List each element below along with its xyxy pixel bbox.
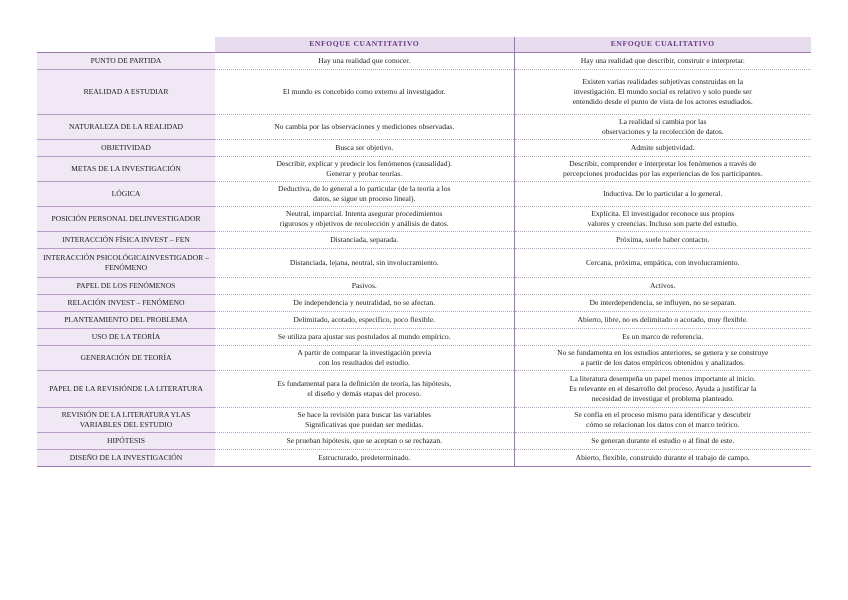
cell-line: RELACIÓN INVEST – FENÓMENO	[67, 297, 185, 307]
cualitativo-cell	[514, 249, 811, 278]
cuantitativo-cell	[215, 140, 514, 157]
cuantitativo-cell	[215, 182, 514, 207]
cell-line: INVESTIGADOR – FENÓMENO	[104, 252, 209, 272]
cuantitativo-cell	[215, 115, 514, 140]
table-row	[37, 53, 811, 70]
cell-line: REALIDAD A ESTUDIAR	[83, 86, 169, 96]
cell-line: OBJETIVIDAD	[101, 142, 151, 152]
cuantitativo-cell	[215, 157, 514, 182]
cell-line: Es fundamental para la definición de teoría, las hipótesis,	[277, 378, 452, 388]
cell-line: PAPEL DE LA REVISIÓN	[49, 383, 133, 393]
cuantitativo-cell	[215, 346, 514, 371]
cell-line: Existen varias realidades subjetivas construidas en la	[582, 76, 744, 86]
cualitativo-cell	[514, 53, 811, 70]
comparison-table	[37, 37, 811, 467]
cualitativo-cell	[514, 329, 811, 346]
table-row	[37, 408, 811, 433]
cell-line: con los resultados del estudio.	[318, 358, 410, 367]
table-row	[37, 346, 811, 371]
row-label	[37, 115, 215, 140]
cell-line: Describir, comprender e interpretar los fenómenos a través de	[569, 158, 757, 168]
header-blank-cell	[37, 37, 215, 53]
cell-line: LAS VARIABLES DEL ESTUDIO	[79, 409, 191, 429]
cell-line: Pasivos.	[351, 280, 377, 290]
row-label	[37, 295, 215, 312]
cuantitativo-cell	[215, 329, 514, 346]
cell-line: Significativas que puedan ser medidas.	[305, 420, 424, 429]
row-label	[37, 312, 215, 329]
cell-line: NATURALEZA DE LA REALIDAD	[68, 121, 184, 131]
table-row	[37, 140, 811, 157]
cell-line: La realidad si cambia por las	[618, 116, 707, 126]
cuantitativo-cell	[215, 278, 514, 295]
table-row	[37, 295, 811, 312]
row-label	[37, 140, 215, 157]
cuantitativo-cell	[215, 70, 514, 115]
row-label	[37, 53, 215, 70]
cell-line: Cercana, próxima, empática, con involucramiento.	[585, 257, 740, 267]
cell-line: Busca ser objetivo.	[335, 142, 394, 152]
table-row	[37, 232, 811, 249]
cell-line: necesidad de investigar el problema planteado.	[591, 394, 734, 404]
table-row	[37, 433, 811, 450]
cell-line: rigurosos y objetivos de recolección y análisis de datos.	[279, 219, 449, 228]
cell-line: INTERACCIÓN FÍSICA INVEST – FEN	[62, 234, 190, 244]
cell-line: De independencia y neutralidad, no se afectan.	[293, 297, 436, 307]
header-cualitativo: ENFOQUE CUALITATIVO	[514, 37, 811, 53]
cell-line: INVESTIGADOR	[144, 213, 201, 223]
cell-line: PAPEL DE LOS FENÓMENOS	[76, 280, 176, 290]
cell-line: Se generan durante el estudio o al final de este.	[591, 435, 735, 445]
cell-line: Distanciada, separada.	[330, 234, 399, 244]
row-label	[37, 346, 215, 371]
cuantitativo-cell	[215, 53, 514, 70]
cell-line: Deductiva, de lo general a lo particular (de la teoría a los	[278, 183, 451, 193]
cell-line: Es relevante en el desarrollo del proceso. Ayuda a justificar la	[569, 383, 757, 393]
table-row	[37, 70, 811, 115]
row-label	[37, 278, 215, 295]
cell-line: LÓGICA	[111, 188, 141, 198]
cualitativo-cell	[514, 140, 811, 157]
cell-line: No se fundamenta en los estudios anteriores, se genera y se construye	[557, 347, 769, 357]
header-cuantitativo: ENFOQUE CUANTITATIVO	[215, 37, 514, 53]
table-row	[37, 115, 811, 140]
cell-line: observaciones y la recolección de datos.	[601, 127, 724, 136]
cell-line: Es un marco de referencia.	[622, 331, 704, 341]
cuantitativo-cell	[215, 249, 514, 278]
row-label	[37, 408, 215, 433]
cualitativo-cell	[514, 278, 811, 295]
table-row	[37, 207, 811, 232]
cuantitativo-cell	[215, 295, 514, 312]
cell-line: USO DE LA TEORÍA	[91, 331, 161, 341]
cuantitativo-cell	[215, 433, 514, 450]
cell-line: Abierto, libre, no es delimitado o acotado, muy flexible.	[577, 314, 748, 324]
cuantitativo-cell	[215, 408, 514, 433]
table-row	[37, 249, 811, 278]
cell-line: METAS DE LA INVESTIGACIÓN	[71, 163, 181, 173]
cell-line: Hay una realidad que conocer.	[318, 55, 411, 65]
table-row	[37, 450, 811, 467]
cell-line: Describir, explicar y predecir los fenómenos (causalidad).	[276, 158, 453, 168]
cell-line: Generar y probar teorías.	[326, 169, 403, 178]
cualitativo-cell	[514, 433, 811, 450]
cell-line: De interdependencia, se influyen, no se separan.	[589, 297, 737, 307]
cuantitativo-cell	[215, 232, 514, 249]
cuantitativo-cell	[215, 312, 514, 329]
cualitativo-cell	[514, 70, 811, 115]
cell-line: HIPÓTESIS	[107, 435, 145, 445]
cell-line: a partir de los datos empíricos obtenidos y analizados.	[580, 358, 745, 367]
cell-line: Se prueban hipótesis, que se aceptan o se rechazan.	[286, 435, 443, 445]
cuantitativo-cell	[215, 371, 514, 408]
cell-line: percepciones producidas por las experiencias de los participantes.	[563, 169, 763, 178]
row-label	[37, 182, 215, 207]
cell-line: POSICIÓN PERSONAL DEL	[51, 213, 144, 223]
cell-line: Explícita. El investigador reconoce sus propios	[591, 208, 735, 218]
cell-line: Estructurado, predeterminado.	[318, 452, 411, 462]
row-label	[37, 371, 215, 408]
cell-line: REVISIÓN DE LA LITERATURA Y	[61, 409, 177, 419]
cell-line: Neutral, imparcial. Intenta asegurar procedimientos	[286, 208, 443, 218]
cell-line: Se hace la revisión para buscar las variables	[297, 409, 431, 419]
cell-line: INTERACCIÓN PSICOLÓGICA	[43, 252, 147, 262]
cell-line: cómo se relacionan los datos con el marco teórico.	[586, 420, 740, 429]
cell-line: A partir de comparar la investigación previa	[297, 347, 432, 357]
cell-line: Próxima, suele haber contacto.	[616, 234, 710, 244]
cell-line: entendido desde el punto de vista de los actores estudiados.	[572, 97, 753, 107]
table-row	[37, 278, 811, 295]
cell-line: el diseño y demás etapas del proceso.	[307, 389, 422, 398]
cell-line: DISEÑO DE LA INVESTIGACIÓN	[69, 452, 183, 462]
cualitativo-cell	[514, 207, 811, 232]
row-label	[37, 450, 215, 467]
cell-line: datos, se sigue un proceso lineal).	[313, 194, 416, 203]
cualitativo-cell	[514, 295, 811, 312]
cell-line: Inductiva. De lo particular a lo general.	[603, 188, 723, 198]
cell-line: Delimitado, acotado, específico, poco flexible.	[293, 314, 436, 324]
table-row	[37, 182, 811, 207]
cualitativo-cell	[514, 115, 811, 140]
cell-line: DE LA LITERATURA	[132, 383, 203, 393]
cell-line: valores y creencias. Incluso son parte del estudio.	[587, 219, 738, 228]
row-label	[37, 70, 215, 115]
cell-line: GENERACIÓN DE TEORÍA	[80, 352, 172, 362]
cell-line: La literatura desempeña un papel menos importante al inicio.	[569, 373, 756, 383]
cell-line: Distanciada, lejana, neutral, sin involucramiento.	[289, 257, 439, 267]
cell-line: Activos.	[649, 280, 676, 290]
row-label	[37, 433, 215, 450]
cell-line: investigación. El mundo social es relativo y solo puede ser	[573, 86, 752, 96]
cualitativo-cell	[514, 346, 811, 371]
cell-line: Se utiliza para ajustar sus postulados al mundo empírico.	[277, 331, 451, 341]
cualitativo-cell	[514, 371, 811, 408]
row-label	[37, 232, 215, 249]
cualitativo-cell	[514, 408, 811, 433]
table-row	[37, 312, 811, 329]
cualitativo-cell	[514, 182, 811, 207]
row-label	[37, 329, 215, 346]
cell-line: El mundo es concebido como externo al investigador.	[282, 86, 446, 96]
cualitativo-cell	[514, 157, 811, 182]
cell-line: PLANTEAMIENTO DEL PROBLEMA	[64, 314, 188, 324]
cuantitativo-cell	[215, 450, 514, 467]
cualitativo-cell	[514, 450, 811, 467]
cell-line: Abierto, flexible, construido durante el trabajo de campo.	[575, 452, 750, 462]
row-label	[37, 207, 215, 232]
cualitativo-cell	[514, 312, 811, 329]
cell-line: PUNTO DE PARTIDA	[90, 55, 162, 65]
cell-line: Hay una realidad que describir, construir e interpretar.	[580, 55, 745, 65]
header-row	[37, 37, 811, 53]
table-row	[37, 157, 811, 182]
cell-line: Admite subjetividad.	[630, 142, 695, 152]
table-row	[37, 371, 811, 408]
cell-line: No cambia por las observaciones y mediciones observadas.	[274, 121, 455, 131]
row-label	[37, 249, 215, 278]
cualitativo-cell	[514, 232, 811, 249]
cuantitativo-cell	[215, 207, 514, 232]
cell-line: Se confía en el proceso mismo para identificar y descubrir	[574, 409, 752, 419]
row-label	[37, 157, 215, 182]
table-row	[37, 329, 811, 346]
